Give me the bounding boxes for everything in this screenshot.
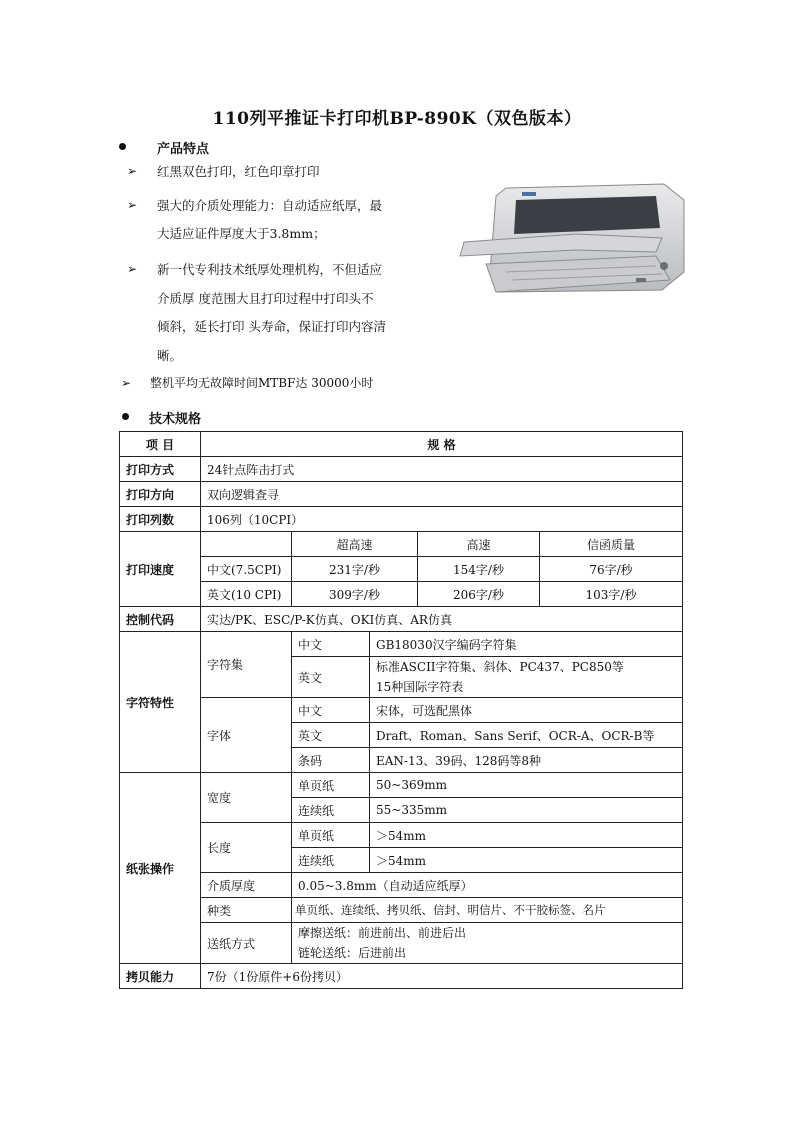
- speed-value: 309字/秒: [292, 582, 418, 607]
- speed-corner: [201, 532, 292, 557]
- row-label: 打印列数: [120, 507, 201, 532]
- printer-image: [456, 180, 690, 310]
- row-value: 0.05~3.8mm（自动适应纸厚）: [292, 873, 683, 898]
- feature-item-mtbf: 整机平均无故障时间MTBF达 30000小时: [150, 376, 374, 390]
- bullet-icon: [122, 413, 129, 420]
- row-label: 控制代码: [120, 607, 201, 632]
- table-row: [120, 823, 683, 848]
- row-value: 7份（1份原件+6份拷贝）: [201, 964, 683, 989]
- row-value: 106列（10CPI）: [201, 507, 683, 532]
- lang-label: 英文: [292, 723, 370, 748]
- feature-item: 红黑双色打印，红色印章打印: [157, 164, 320, 179]
- table-row: [120, 698, 683, 723]
- row-label: 打印方式: [120, 457, 201, 482]
- table-row: [120, 582, 683, 607]
- speed-row-name: 中文(7.5CPI): [201, 557, 292, 582]
- row-value: EAN-13、39码、128码等8种: [370, 748, 683, 773]
- row-value: Draft、Roman、Sans Serif、OCR-A、OCR-B等: [370, 723, 683, 748]
- arrow-bullet-icon: ➢: [121, 376, 132, 390]
- lang-label: 条码: [292, 748, 370, 773]
- row-label: 拷贝能力: [120, 964, 201, 989]
- sub-label: 种类: [201, 898, 292, 923]
- table-row: [120, 632, 683, 657]
- speed-value: 231字/秒: [292, 557, 418, 582]
- row-value: 摩擦送纸：前进前出、前进后出 链轮送纸：后进前出: [292, 923, 683, 964]
- feature-item: 新一代专利技术纸厚处理机构，不但适应 介质厚 度范围大且打印过程中打印头不 倾斜，延长打印 头寿命，保证打印内容清 晰。: [157, 262, 386, 363]
- sub-label: 介质厚度: [201, 873, 292, 898]
- row-label: 打印速度: [120, 532, 201, 607]
- arrow-bullet-icon: ➢: [127, 262, 138, 276]
- row-value: 24针点阵击打式: [201, 457, 683, 482]
- speed-value: 103字/秒: [540, 582, 683, 607]
- sub-label: 长度: [201, 823, 292, 873]
- row-value: 单页纸、连续纸、拷贝纸、信封、明信片、不干胶标签、名片: [292, 898, 683, 923]
- speed-col-header: 超高速: [292, 532, 418, 557]
- sub-label: 字体: [201, 698, 292, 773]
- sub-label: 宽度: [201, 773, 292, 823]
- paper-kind: 连续纸: [292, 848, 370, 873]
- table-row: [120, 607, 683, 632]
- page-title: 110列平推证卡打印机BP-890K（双色版本）: [212, 109, 582, 129]
- specs-heading: 技术规格: [149, 412, 202, 427]
- paper-kind: 连续纸: [292, 798, 370, 823]
- speed-value: 154字/秒: [418, 557, 540, 582]
- row-value: ＞54mm: [370, 823, 683, 848]
- speed-col-header: 信函质量: [540, 532, 683, 557]
- table-row: [120, 873, 683, 898]
- table-row: [120, 964, 683, 989]
- lang-label: 英文: [292, 657, 370, 698]
- speed-value: 206字/秒: [418, 582, 540, 607]
- row-value: GB18030汉字编码字符集: [370, 632, 683, 657]
- table-row: [120, 923, 683, 964]
- row-label: 打印方向: [120, 482, 201, 507]
- table-row: [120, 482, 683, 507]
- sub-label: 字符集: [201, 632, 292, 698]
- spec-table: [119, 431, 683, 989]
- row-value: 55~335mm: [370, 798, 683, 823]
- lang-label: 中文: [292, 632, 370, 657]
- speed-value: 76字/秒: [540, 557, 683, 582]
- row-value: ＞54mm: [370, 848, 683, 873]
- bullet-icon: [119, 143, 126, 150]
- arrow-bullet-icon: ➢: [127, 198, 138, 212]
- arrow-bullet-icon: ➢: [127, 164, 138, 178]
- table-row: [120, 557, 683, 582]
- paper-kind: 单页纸: [292, 823, 370, 848]
- speed-col-header: 高速: [418, 532, 540, 557]
- row-value: 实达/PK、ESC/P-K仿真、OKI仿真、AR仿真: [201, 607, 683, 632]
- table-row: [120, 773, 683, 798]
- header-spec: 规 格: [201, 432, 683, 457]
- lang-label: 中文: [292, 698, 370, 723]
- table-row: [120, 457, 683, 482]
- row-value: 50~369mm: [370, 773, 683, 798]
- row-value: 双向逻辑查寻: [201, 482, 683, 507]
- row-value: 标准ASCII字符集、斜体、PC437、PC850等 15种国际字符表: [370, 657, 683, 698]
- table-header-row: [120, 432, 683, 457]
- feature-item: 强大的介质处理能力：自动适应纸厚，最 大适应证件厚度大于3.8mm；: [157, 198, 383, 241]
- paper-kind: 单页纸: [292, 773, 370, 798]
- row-label: 纸张操作: [120, 773, 201, 964]
- table-row: [120, 532, 683, 557]
- row-label: 字符特性: [120, 632, 201, 773]
- features-heading: 产品特点: [157, 142, 210, 157]
- row-value: 宋体，可选配黑体: [370, 698, 683, 723]
- sub-label: 送纸方式: [201, 923, 292, 964]
- speed-row-name: 英文(10 CPI): [201, 582, 292, 607]
- header-item: 项 目: [120, 432, 201, 457]
- table-row: [120, 507, 683, 532]
- table-row: [120, 898, 683, 923]
